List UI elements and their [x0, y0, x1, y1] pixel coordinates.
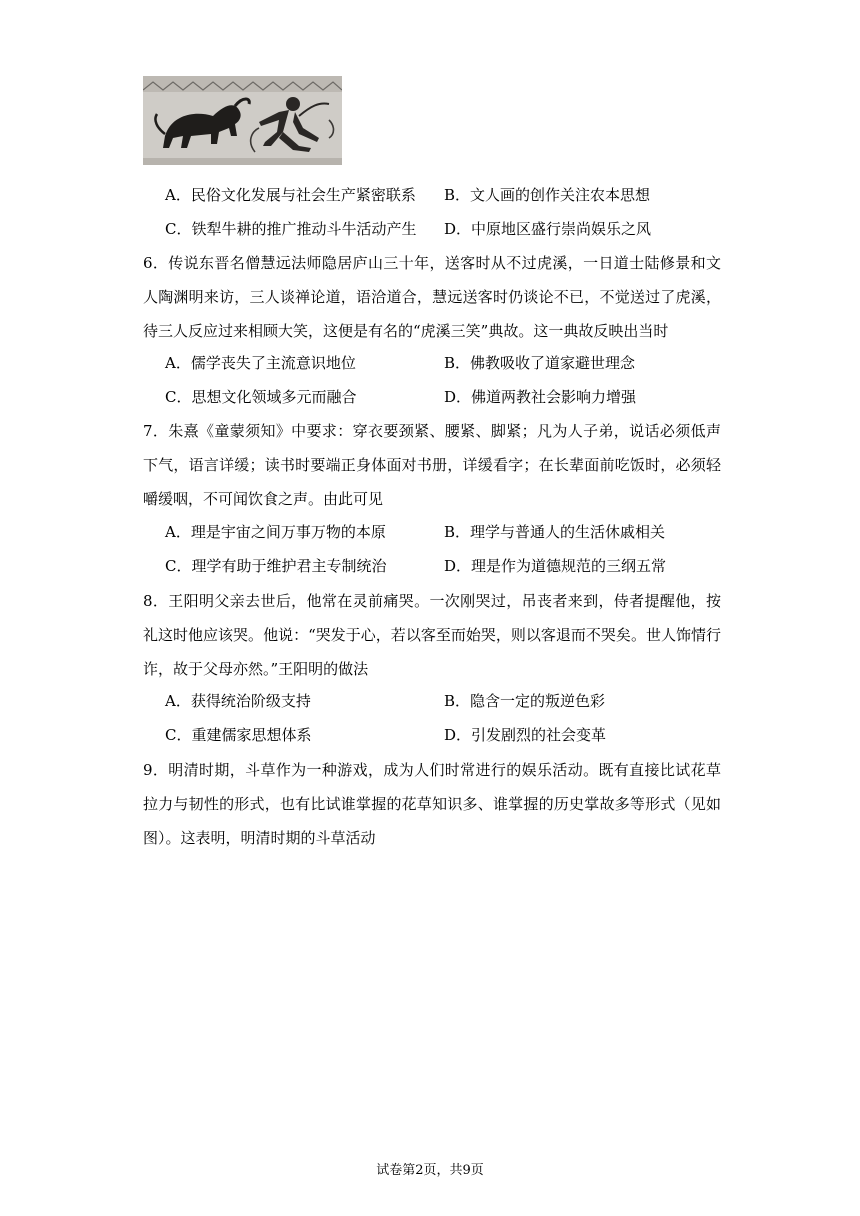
q8-stem: 8．王阳明父亲去世后，他常在灵前痛哭。一次刚哭过，吊丧者来到，侍者提醒他，按礼这时他应该哭。他说：“哭发于心，若以客至而始哭，则以客退而不哭矣。世人饰情行诈，故于父母亦然。”王阳明的做法	[143, 592, 721, 678]
q8-option-a: A．获得统治阶级支持	[165, 692, 311, 710]
q5-option-c: C．铁犁牛耕的推广推动斗牛活动产生	[165, 220, 417, 238]
q6-option-a: A．儒学丧失了主流意识地位	[165, 354, 356, 372]
q6-option-d: D．佛道两教社会影响力增强	[444, 388, 637, 406]
q5-option-d: D．中原地区盛行崇尚娱乐之风	[444, 220, 652, 238]
q7-option-c: C．理学有助于维护君主专制统治	[165, 557, 387, 575]
q5-option-a: A．民俗文化发展与社会生产紧密联系	[165, 186, 416, 204]
q8-option-b: B．隐含一定的叛逆色彩	[444, 692, 606, 710]
q7-option-b: B．理学与普通人的生活休戚相关	[444, 523, 666, 541]
page-footer: 试卷第2页，共9页	[376, 1163, 484, 1178]
bullfight-relief-image	[143, 76, 342, 165]
q7-stem: 7．朱熹《童蒙须知》中要求：穿衣要颈紧、腰紧、脚紧；凡为人子弟，说话必须低声下气，语言详缓；读书时要端正身体面对书册，详缓看字；在长辈面前吃饭时，必须轻嚼缓咽，不可闻饮食之声。由此可见	[143, 422, 721, 508]
bullfight-relief-illustration	[143, 76, 342, 165]
q5-option-b: B．文人画的创作关注农本思想	[444, 186, 651, 204]
q7-option-d: D．理是作为道德规范的三纲五常	[444, 557, 667, 575]
q6-option-b: B．佛教吸收了道家避世理念	[444, 354, 636, 372]
q8-option-c: C．重建儒家思想体系	[165, 726, 312, 744]
q7-option-a: A．理是宇宙之间万事万物的本原	[165, 523, 386, 541]
q6-option-c: C．思想文化领域多元而融合	[165, 388, 357, 406]
q8-option-d: D．引发剧烈的社会变革	[444, 726, 607, 744]
q9-stem: 9．明清时期，斗草作为一种游戏，成为人们时常进行的娱乐活动。既有直接比试花草拉力与韧性的形式，也有比试谁掌握的花草知识多、谁掌握的历史掌故多等形式（见如图）。这表明，明清时期的斗草活动	[143, 761, 721, 847]
q6-stem: 6．传说东晋名僧慧远法师隐居庐山三十年，送客时从不过虎溪，一日道士陆修景和文人陶渊明来访，三人谈禅论道，语洽道合，慧远送客时仍谈论不已，不觉送过了虎溪，待三人反应过来相顾大笑，这便是有名的“虎溪三笑”典故。这一典故反映出当时	[143, 254, 721, 340]
